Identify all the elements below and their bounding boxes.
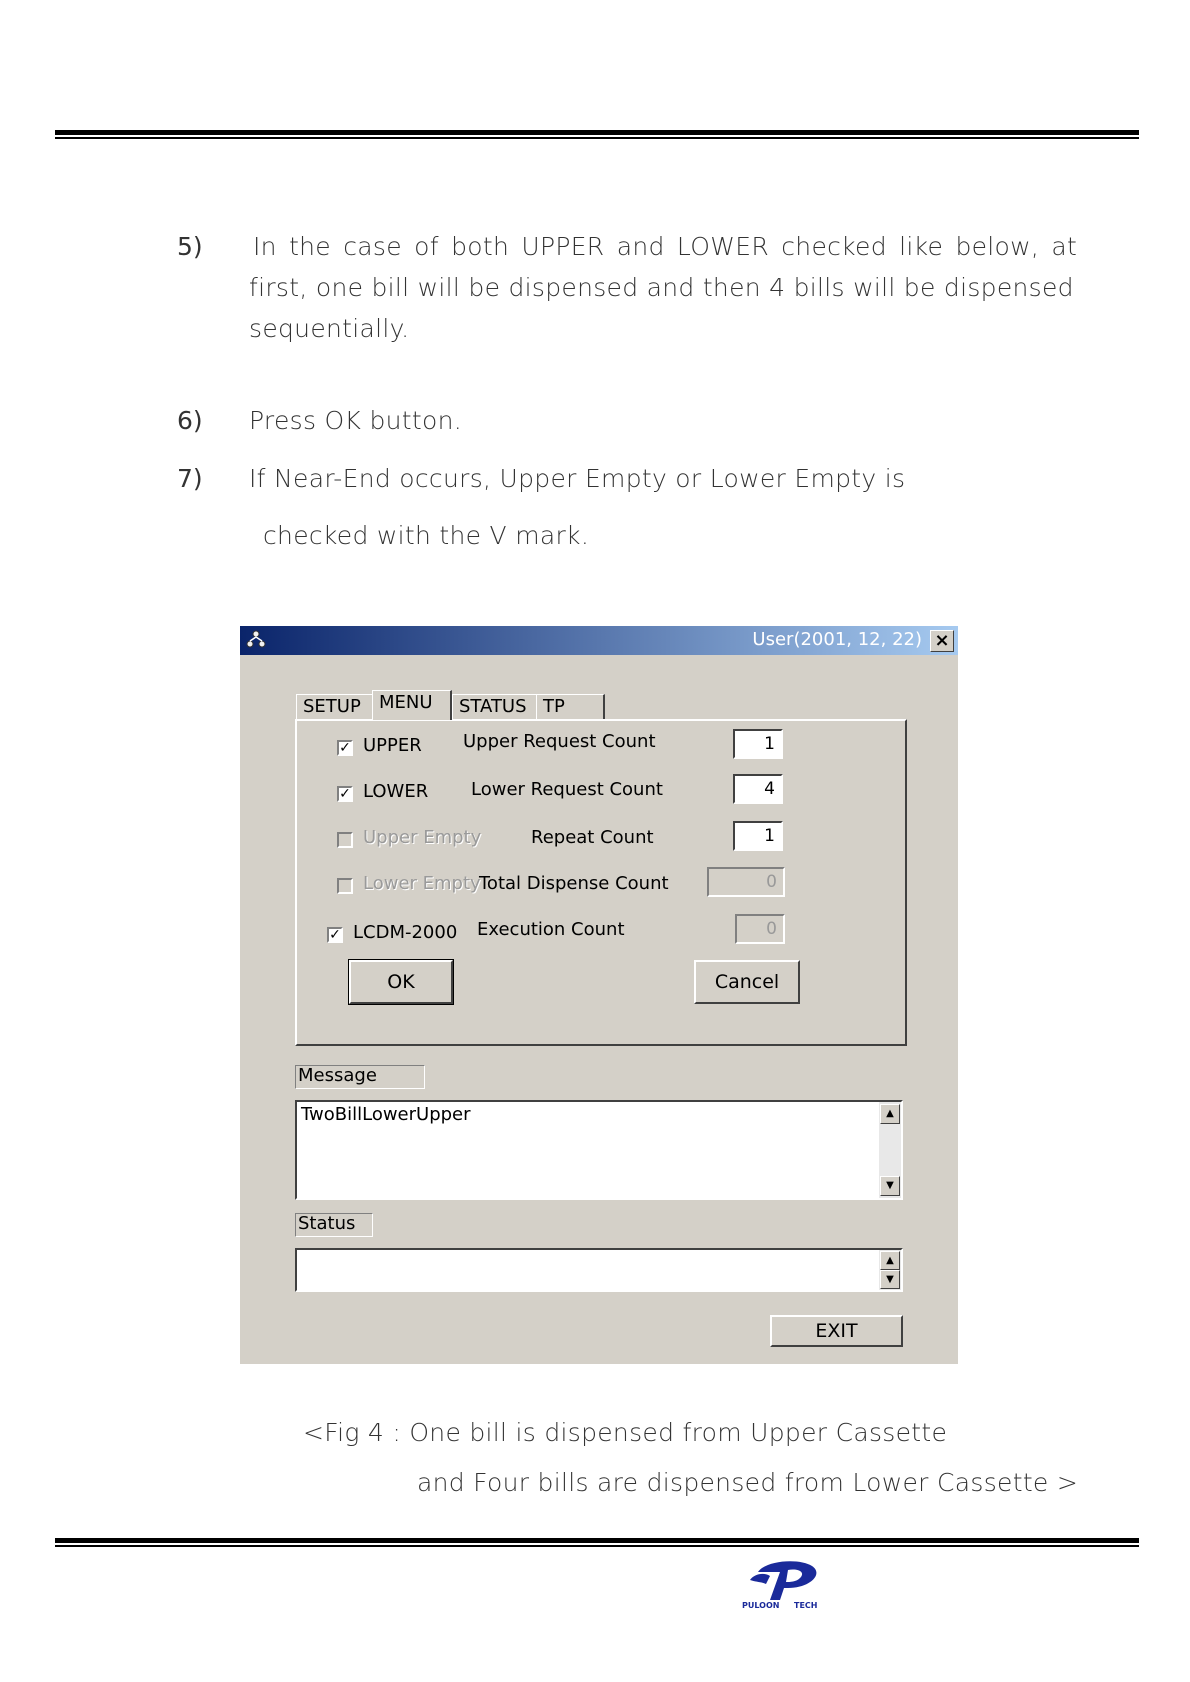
lower-request-count-label: Lower Request Count — [471, 779, 663, 800]
tab-menu[interactable]: MENU — [372, 690, 452, 720]
puloon-tech-logo — [740, 1554, 830, 1610]
close-icon: × — [934, 630, 950, 651]
header-rule — [55, 130, 1139, 139]
status-label: Status — [295, 1213, 373, 1237]
step-5-line-3: sequentially. — [249, 314, 410, 343]
cancel-button[interactable]: Cancel — [694, 960, 800, 1004]
step-5-number: 5) — [177, 232, 203, 261]
upper-empty-label: Upper Empty — [363, 827, 482, 848]
message-label: Message — [295, 1065, 425, 1089]
execution-count-field: 0 — [735, 914, 785, 944]
logo-text-left: PULOON — [742, 1601, 780, 1610]
upper-request-count-label: Upper Request Count — [463, 731, 656, 752]
status-textbox[interactable] — [295, 1248, 903, 1292]
status-scrollbar[interactable] — [879, 1250, 901, 1290]
step-7-number: 7) — [177, 464, 203, 493]
step-7-line-2: checked with the V mark. — [263, 521, 590, 550]
tab-setup[interactable]: SETUP — [296, 694, 381, 719]
total-dispense-count-field: 0 — [707, 867, 785, 897]
lower-empty-label: Lower Empty — [363, 873, 481, 894]
user-dialog — [240, 626, 958, 1364]
total-dispense-count-label: Total Dispense Count — [479, 873, 669, 894]
lcdm-2000-checkbox[interactable]: ✓ — [327, 927, 343, 943]
lower-empty-checkbox[interactable] — [337, 878, 353, 894]
lower-request-count-field[interactable]: 4 — [733, 774, 783, 804]
upper-checkbox[interactable]: ✓ — [337, 740, 353, 756]
repeat-count-label: Repeat Count — [531, 827, 654, 848]
footer-rule — [55, 1538, 1139, 1547]
step-5-line-1: In the case of both UPPER and LOWER checked like below, at — [253, 232, 1078, 261]
repeat-count-field[interactable]: 1 — [733, 821, 783, 851]
lower-label: LOWER — [363, 781, 429, 802]
dialog-title: User(2001, 12, 22) — [752, 629, 922, 650]
step-5-line-2: first, one bill will be dispensed and then 4 bills will be dispensed — [249, 273, 1074, 302]
app-icon — [244, 629, 268, 651]
dialog-titlebar — [240, 626, 958, 655]
upper-label: UPPER — [363, 735, 422, 756]
message-scrollbar[interactable] — [879, 1102, 901, 1198]
scroll-down-icon[interactable]: ▼ — [880, 1176, 900, 1196]
upper-empty-checkbox[interactable] — [337, 832, 353, 848]
step-6-number: 6) — [177, 406, 203, 435]
step-6-line-1: Press OK button. — [249, 406, 462, 435]
status-scroll-down-icon[interactable]: ▼ — [880, 1270, 900, 1289]
logo-text-right: TECH — [794, 1601, 818, 1610]
tab-tp[interactable]: TP — [536, 694, 605, 719]
figure-caption-line-1: <Fig 4 : One bill is dispensed from Upper Cassette — [303, 1418, 948, 1447]
execution-count-label: Execution Count — [477, 919, 625, 940]
scroll-up-icon[interactable]: ▲ — [880, 1104, 900, 1124]
close-button[interactable] — [930, 630, 954, 652]
message-text: TwoBillLowerUpper — [301, 1104, 471, 1125]
tab-status[interactable]: STATUS — [452, 694, 539, 719]
status-scroll-up-icon[interactable]: ▲ — [880, 1251, 900, 1270]
step-7-line-1: If Near-End occurs, Upper Empty or Lower Empty is — [249, 464, 906, 493]
lcdm-2000-label: LCDM-2000 — [353, 922, 458, 943]
menu-panel — [295, 719, 907, 1046]
ok-button[interactable]: OK — [349, 960, 453, 1004]
lower-checkbox[interactable]: ✓ — [337, 786, 353, 802]
message-textbox[interactable] — [295, 1100, 903, 1200]
upper-request-count-field[interactable]: 1 — [733, 729, 783, 759]
exit-button[interactable]: EXIT — [770, 1315, 903, 1347]
figure-caption-line-2: and Four bills are dispensed from Lower Cassette > — [417, 1468, 1079, 1497]
